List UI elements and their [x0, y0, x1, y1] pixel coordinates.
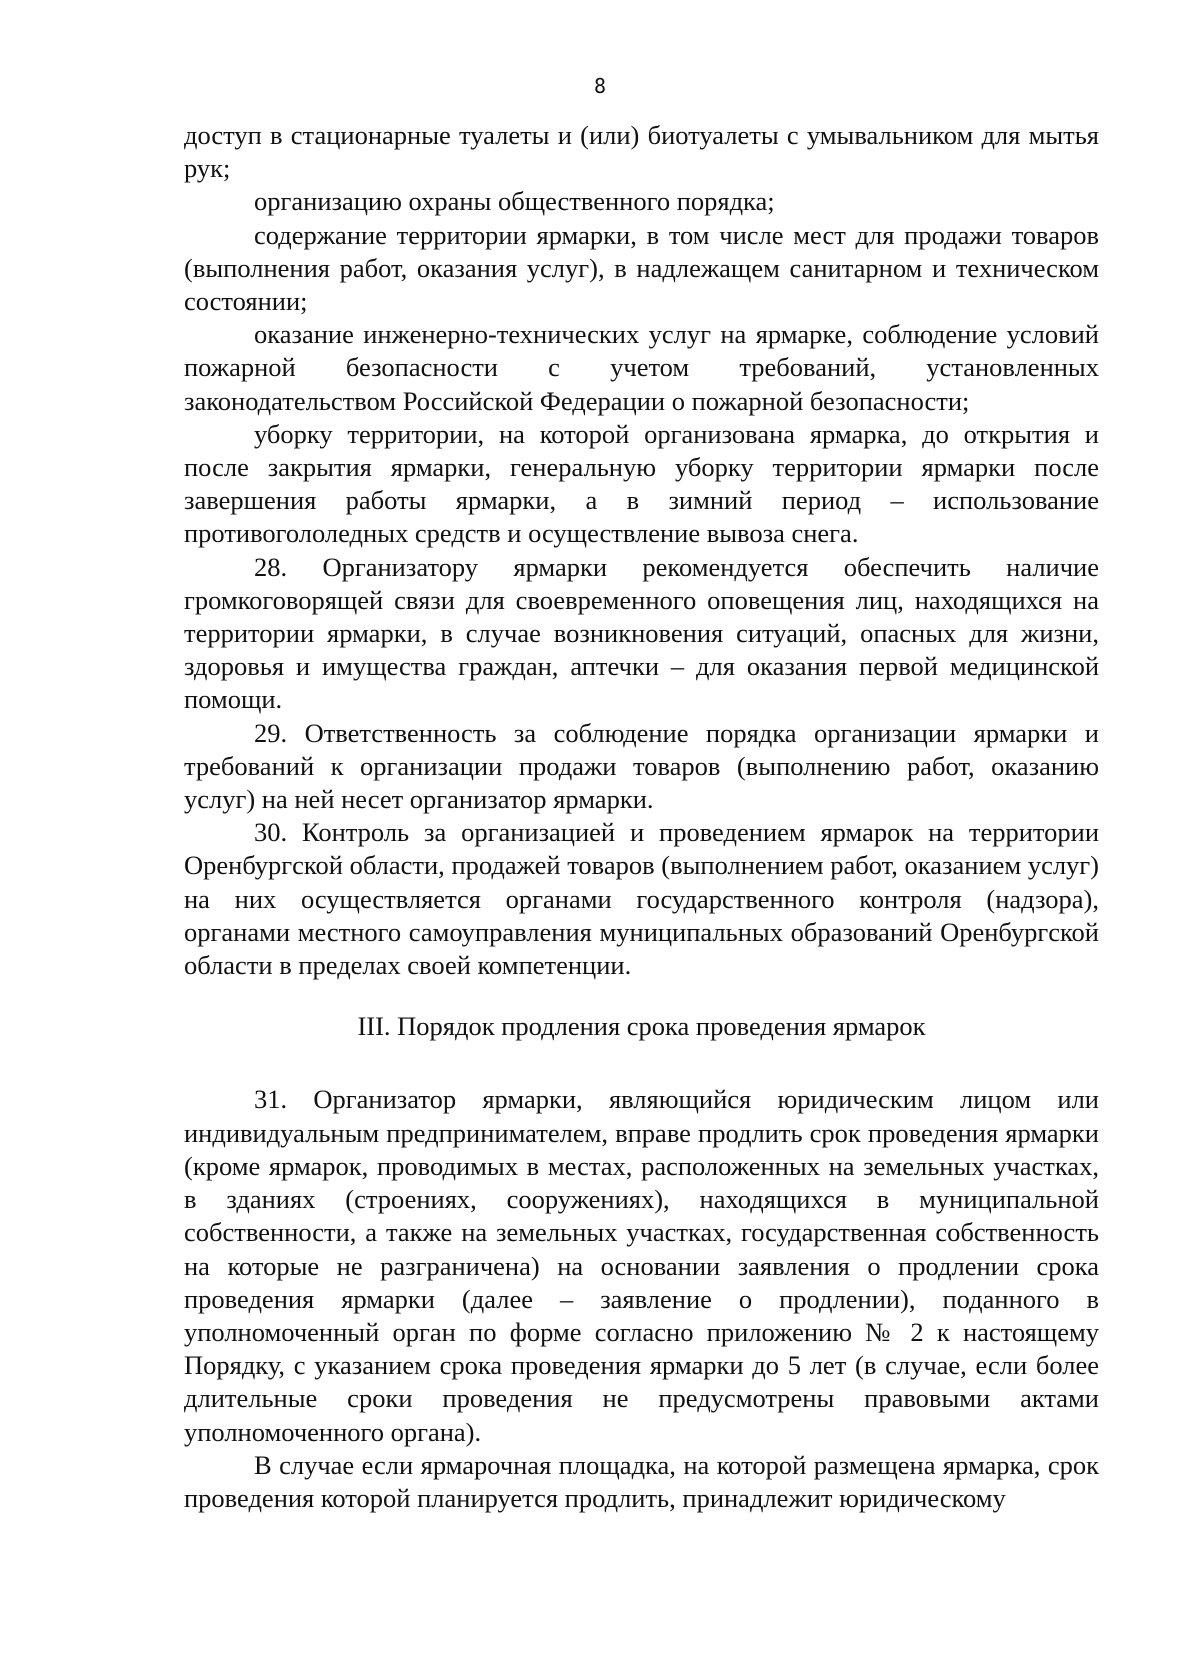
- paragraph-item-31: 31. Организатор ярмарки, являющийся юридическим лицом или индивидуальным предпринимателем, вправе продлить срок проведения ярмарки (кроме ярмарок, проводимых в местах, расположенных на земельных участках, в зданиях (строениях, сооружениях), находящихся в муниципальной собственности, а также на земельных участках, государственная собственность на которые не разграничена) на основании заявления о продлении срока проведения ярмарки (далее – заявление о продлении), поданного в уполномоченный орган по форме согласно приложению № 2 к настоящему Порядку, с указанием срока проведения ярмарки до 5 лет (в случае, если более длительные сроки проведения не предусмотрены правовыми актами уполномоченного органа).: [184, 1084, 1099, 1447]
- paragraph-cleaning: уборку территории, на которой организована ярмарка, до открытия и после закрытия ярмарки, генеральную уборку территории ярмарки после завершения работы ярмарки, а в зимний период – использование противогололедных средств и осуществление вывоза снега.: [184, 418, 1099, 549]
- section-heading: III. Порядок продления срока проведения ярмарок: [357, 1011, 926, 1042]
- paragraph-territory-maintenance: содержание территории ярмарки, в том числе мест для продажи товаров (выполнения работ, оказания услуг), в надлежащем санитарном и техническом состоянии;: [184, 219, 1099, 317]
- paragraph-toilet-access: доступ в стационарные туалеты и (или) биотуалеты с умывальником для мытья рук;: [184, 120, 1099, 184]
- paragraph-fair-site: В случае если ярмарочная площадка, на которой размещена ярмарка, срок проведения которой планируется продлить, принадлежит юридическому: [184, 1449, 1099, 1513]
- paragraph-public-order: организацию охраны общественного порядка;: [254, 186, 775, 217]
- paragraph-item-28: 28. Организатору ярмарки рекомендуется обеспечить наличие громкоговорящей связи для своевременного оповещения лиц, находящихся на территории ярмарки, в случае возникновения ситуаций, опасных для жизни, здоровья и имущества граждан, аптечки – для оказания первой медицинской помощи.: [184, 551, 1099, 715]
- document-body: [184, 119, 1099, 1515]
- paragraph-item-29: 29. Ответственность за соблюдение порядка организации ярмарки и требований к организации продажи товаров (выполнению работ, оказанию услуг) на ней несет организатор ярмарки.: [184, 717, 1099, 815]
- page-number: 8: [593, 74, 607, 98]
- paragraph-engineering-services: оказание инженерно-технических услуг на ярмарке, соблюдение условий пожарной безопасности с учетом требований, установленных законодательством Российской Федерации о пожарной безопасности;: [184, 319, 1099, 416]
- paragraph-item-30: 30. Контроль за организацией и проведением ярмарок на территории Оренбургской области, продажей товаров (выполнением работ, оказанием услуг) на них осуществляется органами государственного контроля (надзора), органами местного самоуправления муниципальных образований Оренбургской области в пределах своей компетенции.: [184, 817, 1099, 981]
